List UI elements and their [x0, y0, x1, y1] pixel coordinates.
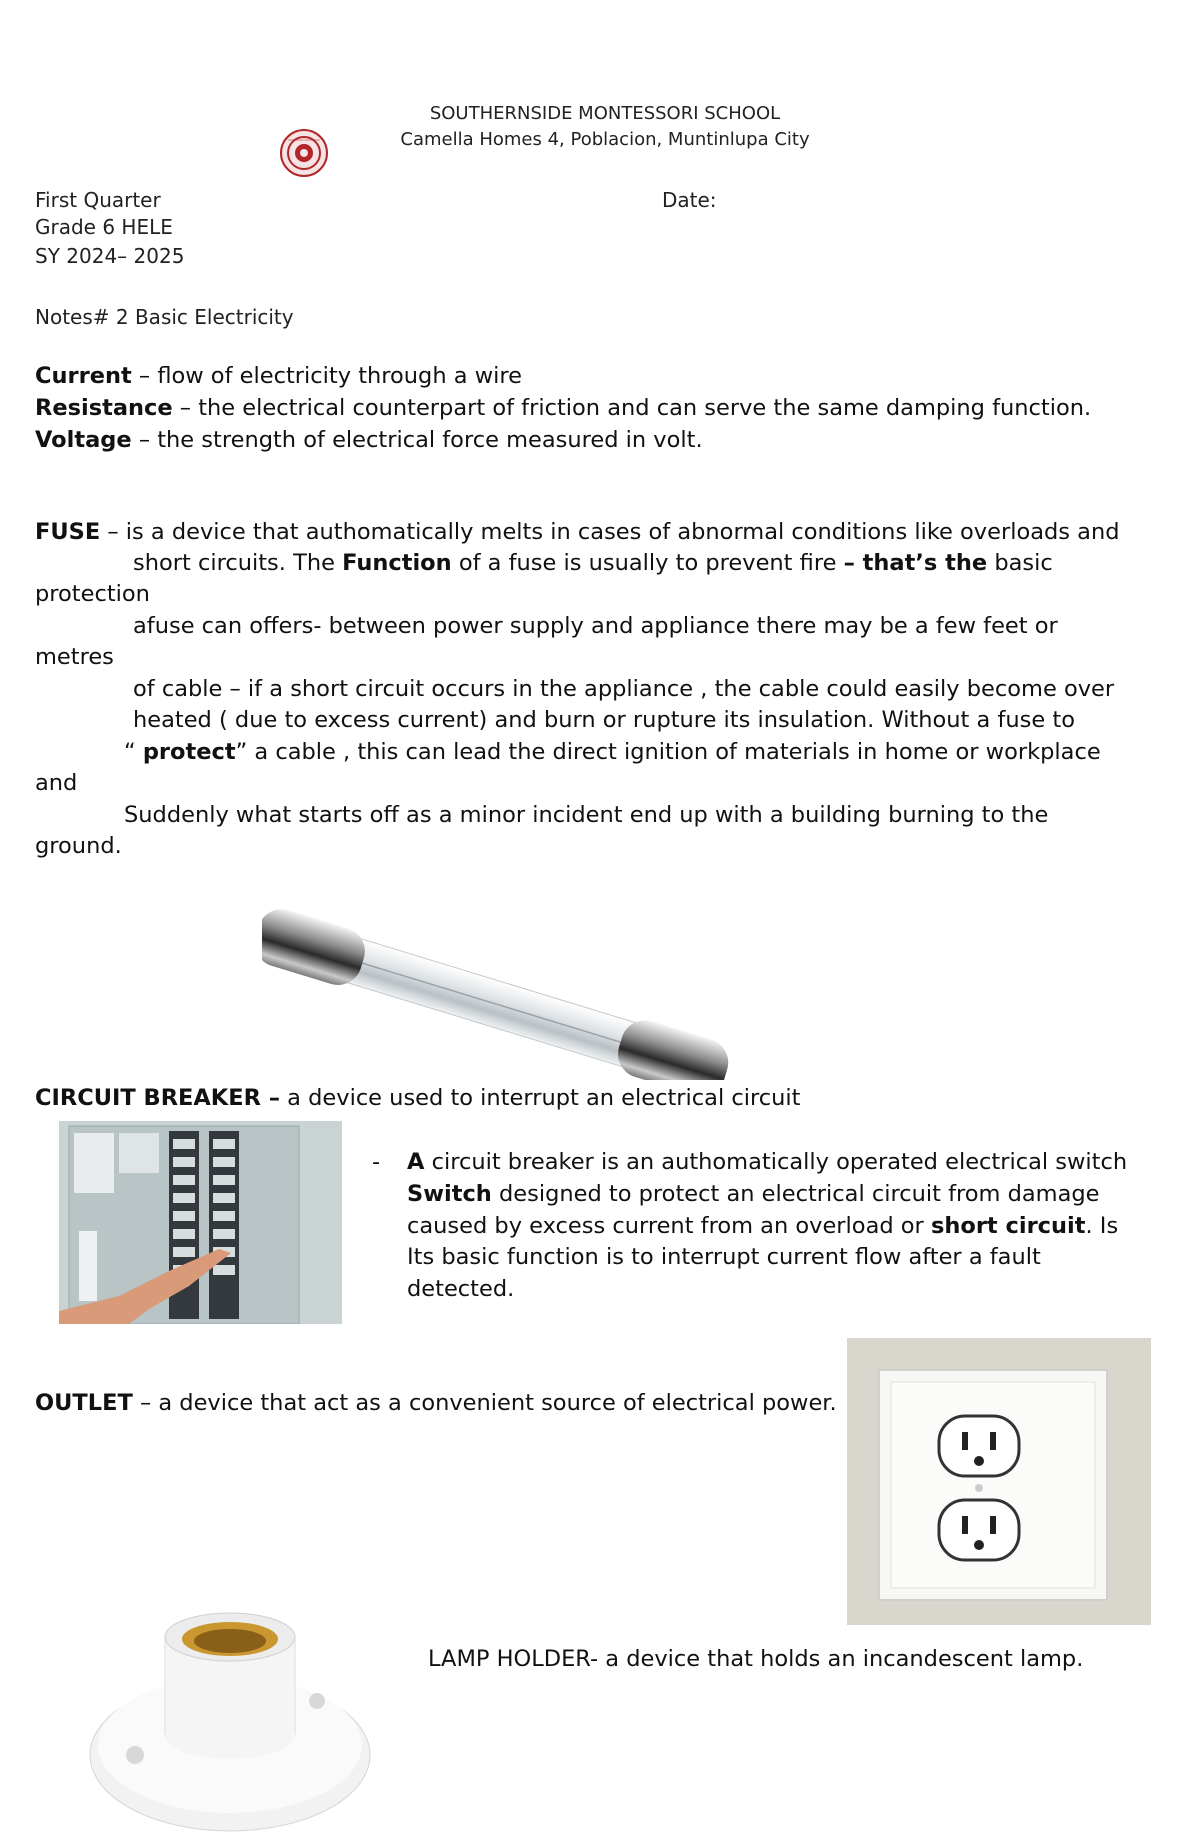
school-year-label: SY 2024– 2025 — [35, 244, 185, 268]
breaker-text-1a: A — [407, 1149, 425, 1175]
fuse-image — [262, 880, 792, 1080]
lamp-holder-image — [85, 1605, 375, 1835]
current-text: – flow of electricity through a wire — [131, 363, 522, 389]
quarter-label: First Quarter — [35, 188, 161, 212]
breaker-line-3 — [407, 1210, 1118, 1242]
fuse-line-9: and — [35, 770, 78, 796]
fuse-line-8 — [124, 736, 1101, 768]
school-address: Camella Homes 4, Poblacion, Muntinlupa City — [400, 129, 810, 150]
notes-title: Notes# 2 Basic Electricity — [35, 305, 294, 329]
term-resistance: Resistance — [35, 395, 173, 421]
breaker-line-1 — [407, 1146, 1127, 1178]
definition-current — [35, 360, 522, 392]
fuse-line-11: ground. — [35, 833, 122, 859]
lamp-holder-line: LAMP HOLDER- a device that holds an incandescent lamp. — [428, 1646, 1084, 1672]
voltage-text: – the strength of electrical force measured in volt. — [131, 427, 703, 453]
fuse-text-2c: of a fuse is usually to prevent fire — [451, 550, 844, 576]
fuse-text-2e: basic — [987, 550, 1053, 576]
fuse-line-2 — [133, 547, 1053, 579]
term-current: Current — [35, 363, 132, 389]
fuse-line-7: heated ( due to excess current) and burn or rupture its insulation. Without a fuse to — [133, 707, 1075, 733]
breaker-text-1b: circuit breaker is an authomatically operated electrical switch — [424, 1149, 1128, 1175]
definition-resistance — [35, 392, 1091, 424]
fuse-text-8b: protect — [142, 739, 236, 765]
term-breaker: CIRCUIT BREAKER – — [35, 1085, 281, 1111]
fuse-line-3: protection — [35, 581, 150, 607]
fuse-text-2d: – that’s the — [843, 550, 988, 576]
fuse-text-8c: ” a cable , this can lead the direct ignition of materials in home or workplace — [235, 739, 1101, 765]
term-fuse: FUSE — [35, 519, 101, 545]
school-seal-icon — [278, 128, 330, 178]
outlet-image — [847, 1338, 1151, 1625]
school-name: SOUTHERNSIDE MONTESSORI SCHOOL — [429, 103, 781, 124]
breaker-text-3a: caused by excess current from an overload or — [407, 1213, 931, 1239]
outlet-line — [35, 1387, 837, 1419]
outlet-text: – a device that act as a convenient source of electrical power. — [132, 1390, 837, 1416]
grade-label: Grade 6 HELE — [35, 215, 173, 239]
fuse-text-2a: short circuits. The — [133, 550, 343, 576]
breaker-panel-image — [59, 1121, 342, 1324]
fuse-line-6: of cable – if a short circuit occurs in the appliance , the cable could easily become over — [133, 676, 1115, 702]
breaker-text: a device used to interrupt an electrical circuit — [280, 1085, 801, 1111]
breaker-line-5: detected. — [407, 1276, 515, 1302]
fuse-line-5: metres — [35, 644, 114, 670]
date-label: Date: — [662, 188, 717, 212]
fuse-line-4: afuse can offers- between power supply and appliance there may be a few feet or — [133, 613, 1058, 639]
resistance-text: – the electrical counterpart of friction and can serve the same damping function. — [172, 395, 1092, 421]
breaker-text-3b: short circuit — [930, 1213, 1086, 1239]
fuse-line-10: Suddenly what starts off as a minor incident end up with a building burning to the — [124, 802, 1049, 828]
breaker-text-2a: Switch — [407, 1181, 492, 1207]
fuse-text-8a: “ — [124, 739, 143, 765]
fuse-text-2b: Function — [342, 550, 452, 576]
definition-voltage — [35, 424, 703, 456]
breaker-heading — [35, 1082, 800, 1114]
breaker-text-2b: designed to protect an electrical circuit from damage — [491, 1181, 1100, 1207]
term-outlet: OUTLET — [35, 1390, 133, 1416]
breaker-line-2 — [407, 1178, 1100, 1210]
fuse-text-1: – is a device that authomatically melts in cases of abnormal conditions like overloads and — [100, 519, 1120, 545]
term-voltage: Voltage — [35, 427, 132, 453]
breaker-text-3c: . Is — [1085, 1213, 1119, 1239]
breaker-line-4: Its basic function is to interrupt current flow after a fault — [407, 1244, 1041, 1270]
breaker-bullet: - — [372, 1149, 381, 1175]
fuse-line-1 — [35, 516, 1120, 548]
